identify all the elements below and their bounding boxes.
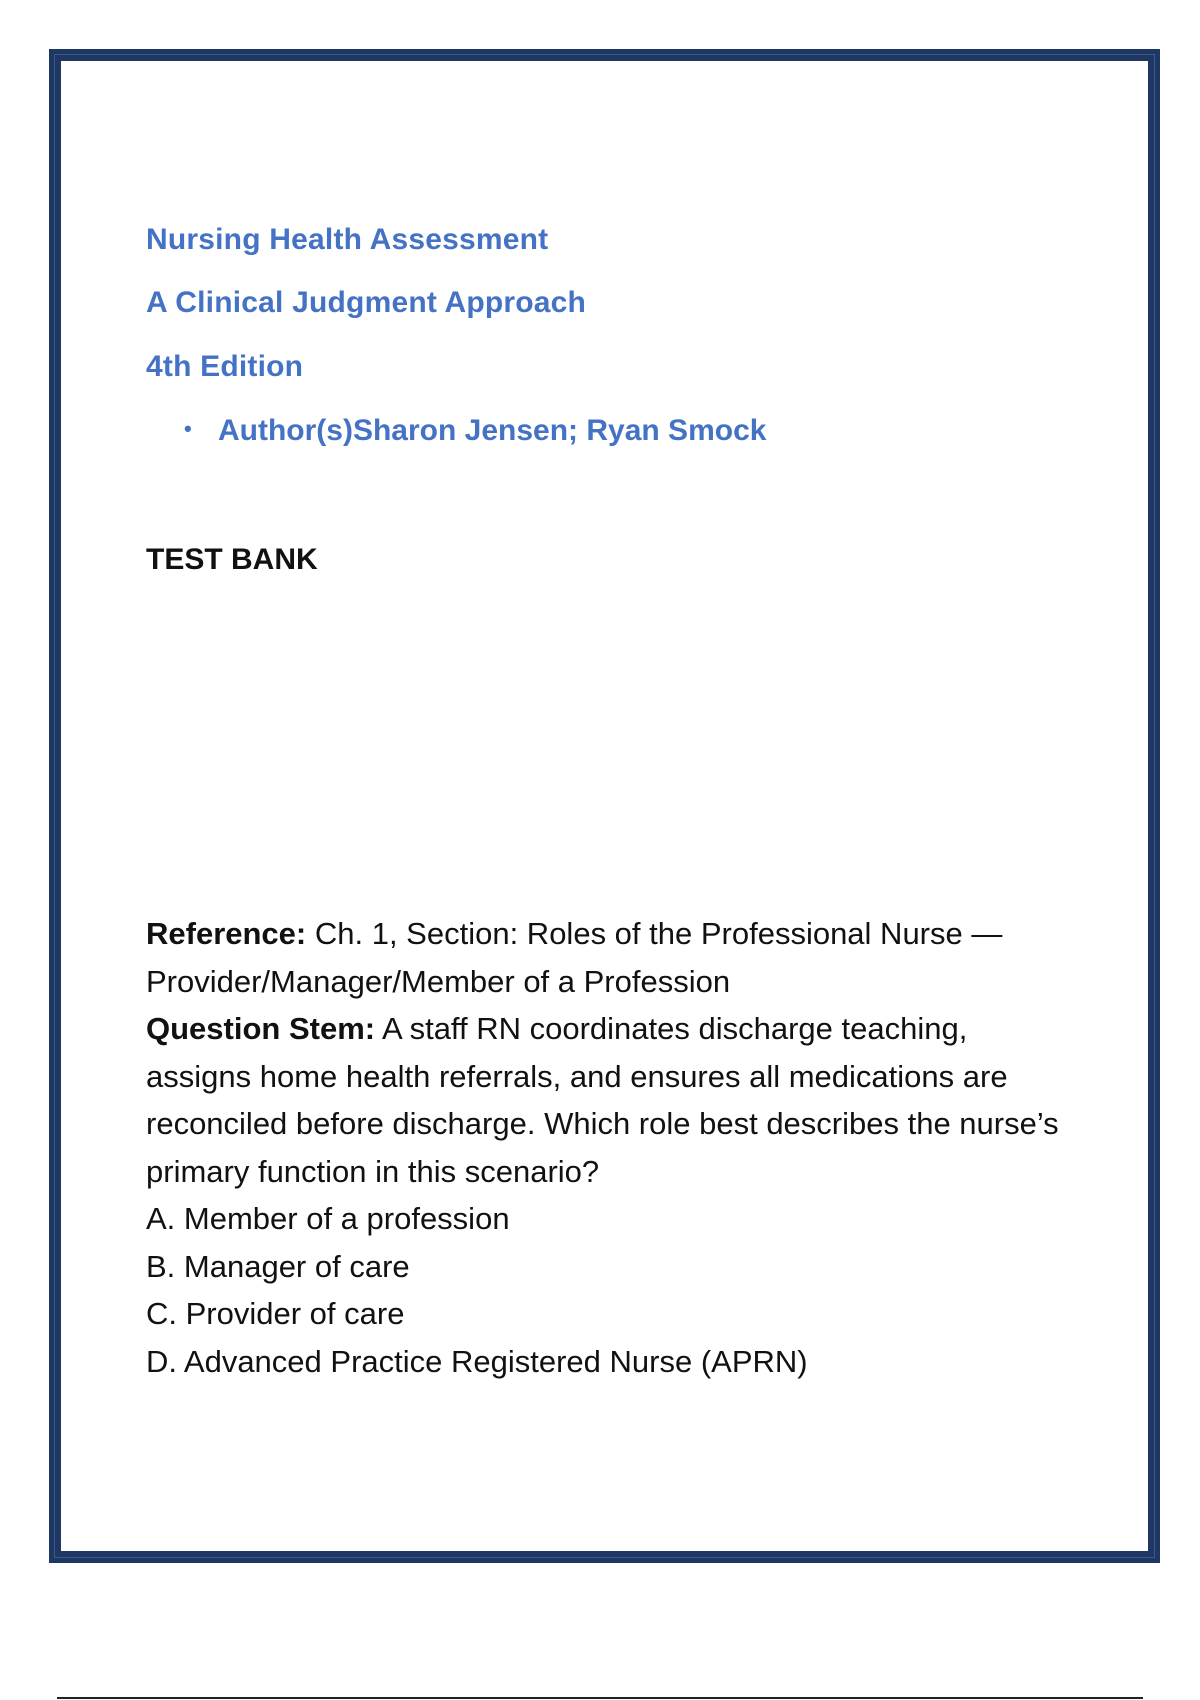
book-subtitle: A Clinical Judgment Approach xyxy=(146,286,587,319)
question-stem xyxy=(146,1005,1066,1195)
reference-label: Reference: xyxy=(146,916,307,951)
question-stem-text: A staff RN coordinates discharge teaching, assigns home health referrals, and ensures all medications are reconciled before discharge. Which role best describes the nurse’s primary function in this scenario? xyxy=(146,1011,1059,1189)
answer-option-d: D. Advanced Practice Registered Nurse (APRN) xyxy=(146,1343,808,1379)
reference-line xyxy=(146,910,1066,1005)
answer-option-c: C. Provider of care xyxy=(146,1296,405,1331)
book-title: Nursing Health Assessment xyxy=(146,223,549,256)
answer-option-b: B. Manager of care xyxy=(146,1248,410,1284)
footer-divider xyxy=(57,1697,1143,1699)
author-list-item xyxy=(184,414,766,448)
book-edition: 4th Edition xyxy=(146,350,304,383)
answer-option-a: A. Member of a profession xyxy=(146,1201,510,1236)
question-block xyxy=(146,910,1066,1385)
author-names: Author(s)Sharon Jensen; Ryan Smock xyxy=(218,414,767,447)
bullet-icon: • xyxy=(184,416,192,441)
section-heading: TEST BANK xyxy=(146,543,318,576)
question-stem-label: Question Stem: xyxy=(146,1011,376,1046)
reference-text: Ch. 1, Section: Roles of the Professional Nurse — Provider/Manager/Member of a Profession xyxy=(146,916,1003,999)
